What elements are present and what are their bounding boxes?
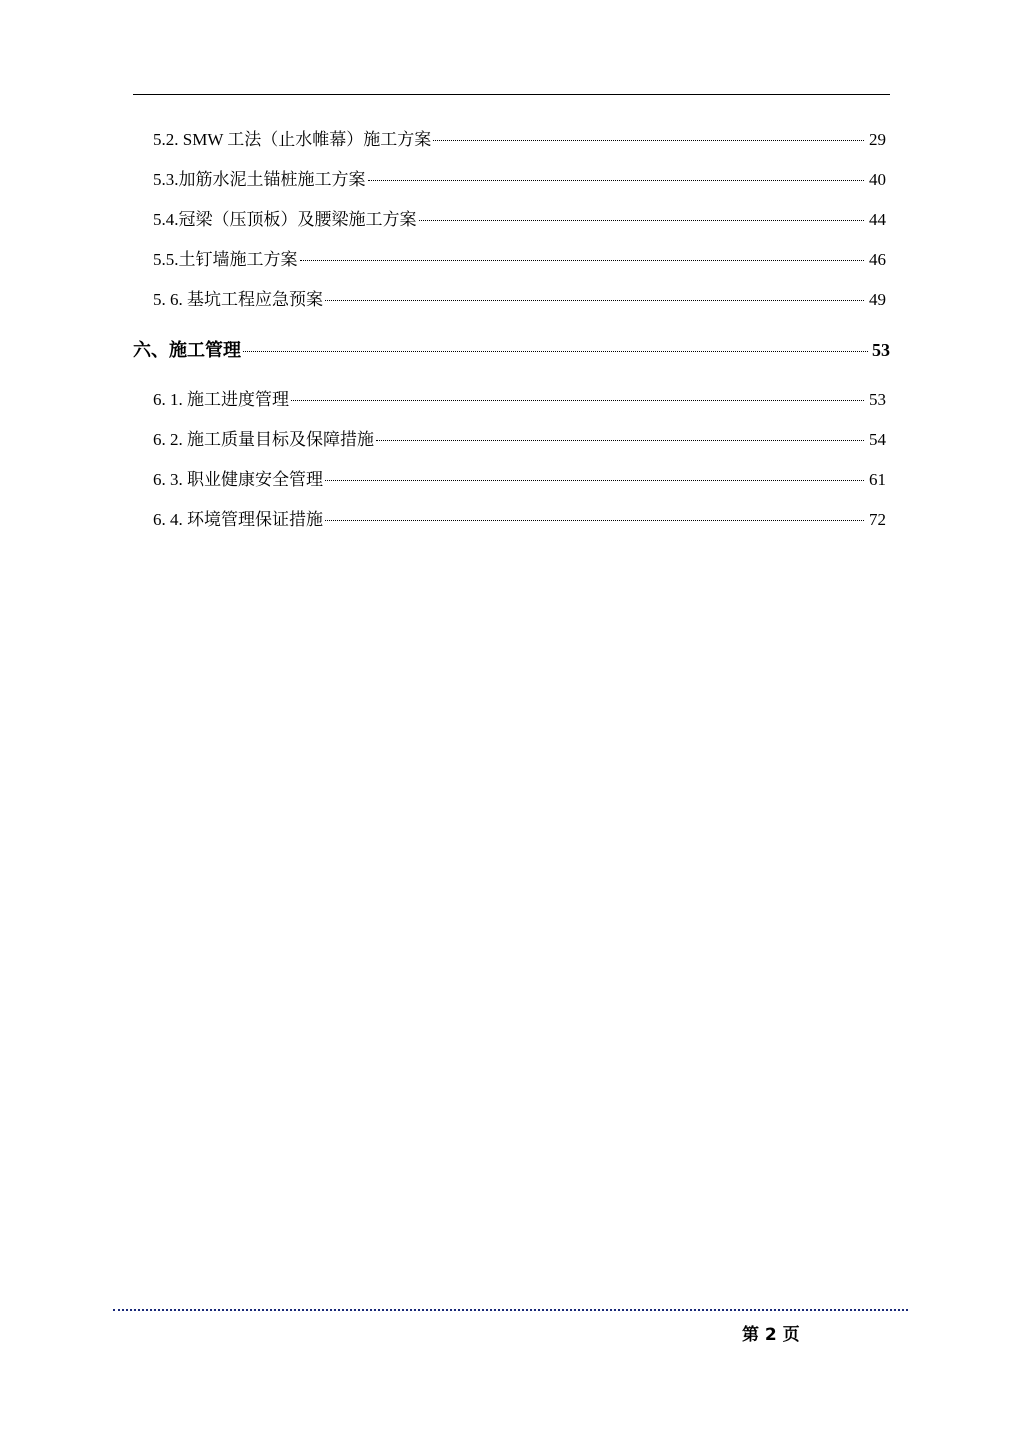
toc-entry-title: 5.4.冠梁（压顶板）及腰梁施工方案: [153, 210, 417, 229]
toc-entry-6-3[interactable]: [133, 468, 886, 492]
toc-page-number: 61: [869, 470, 886, 489]
footer-rule: [113, 1309, 908, 1311]
toc-entry-5-3[interactable]: [133, 168, 886, 192]
toc-page-number: 72: [869, 510, 886, 529]
toc-dot-leader: [325, 520, 864, 521]
toc-dot-leader: [419, 220, 865, 221]
toc-entry-title: 6. 4. 环境管理保证措施: [153, 510, 323, 529]
toc-entry-6-4[interactable]: [133, 508, 886, 532]
toc-page-number: 46: [869, 250, 886, 269]
toc-page-number: 44: [869, 210, 886, 229]
toc-entry-6-1[interactable]: [133, 388, 886, 412]
toc-page-number: 49: [869, 290, 886, 309]
toc-dot-leader: [325, 480, 864, 481]
toc-page-number: 53: [872, 340, 890, 360]
toc-dot-leader: [368, 180, 865, 181]
toc-entry-title: 5. 6. 基坑工程应急预案: [153, 290, 323, 309]
toc-entry-5-4[interactable]: [133, 208, 886, 232]
toc-page-number: 53: [869, 390, 886, 409]
header-rule: [133, 94, 890, 95]
toc-entry-6-2[interactable]: [133, 428, 886, 452]
toc-dot-leader: [243, 351, 868, 352]
toc-page-number: 54: [869, 430, 886, 449]
toc-entry-title: 6. 3. 职业健康安全管理: [153, 470, 323, 489]
toc-dot-leader: [376, 440, 864, 441]
toc-page-number: 40: [869, 170, 886, 189]
toc-entry-title: 5.2. SMW 工法（止水帷幕）施工方案: [153, 130, 432, 149]
toc-chapter-title: 六、施工管理: [133, 340, 241, 361]
footer-page-number: 第 2 页: [742, 1325, 800, 1345]
toc-dot-leader: [291, 400, 864, 401]
toc-entry-5-5[interactable]: [133, 248, 886, 272]
toc-dot-leader: [325, 300, 864, 301]
toc-page-number: 29: [869, 130, 886, 149]
toc-dot-leader: [433, 140, 864, 141]
toc-entry-title: 5.3.加筋水泥土锚桩施工方案: [153, 170, 366, 189]
toc-entry-title: 5.5.土钉墙施工方案: [153, 250, 298, 269]
toc-entry-5-2[interactable]: [133, 128, 886, 152]
toc-dot-leader: [300, 260, 865, 261]
toc-entry-5-6[interactable]: [133, 288, 886, 312]
toc-entry-title: 6. 2. 施工质量目标及保障措施: [153, 430, 374, 449]
toc-entry-title: 6. 1. 施工进度管理: [153, 390, 289, 409]
toc-chapter-6[interactable]: [133, 338, 890, 362]
